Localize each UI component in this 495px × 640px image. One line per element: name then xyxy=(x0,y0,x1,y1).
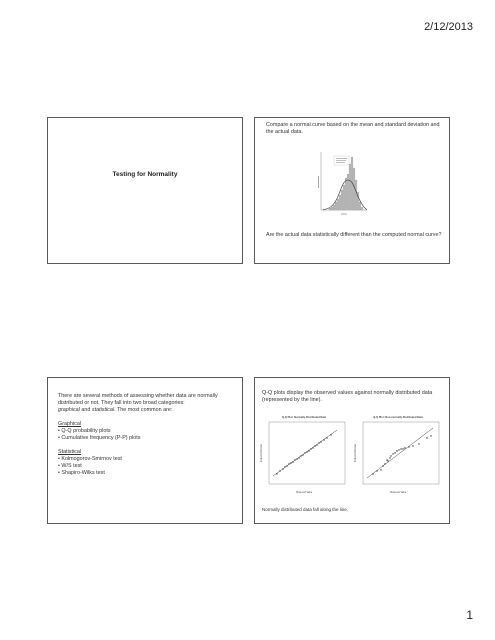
qq-plot-normal-graphic xyxy=(261,416,347,494)
statistical-heading: Statistical xyxy=(58,449,82,455)
page-number: 1 xyxy=(466,608,473,622)
qq-plot-non-normal-xlabel: Observed Value xyxy=(389,492,407,494)
graphical-heading: Graphical xyxy=(58,421,82,427)
slide-3 xyxy=(47,377,243,524)
qq-plot-non-normal-ylabel: Expected Normal xyxy=(355,444,357,462)
histogram-with-normal-curve xyxy=(317,148,369,220)
slide-4 xyxy=(254,377,450,524)
histogram-figure xyxy=(317,148,369,220)
slide-3-categories xyxy=(58,407,238,414)
qq-plot-normal xyxy=(261,416,347,494)
qq-plot-normal-ylabel: Expected Normal xyxy=(261,444,263,462)
slide-2 xyxy=(254,117,450,264)
category-statistical: statistical xyxy=(91,407,115,413)
slide-1-title: Testing for Normality xyxy=(112,171,178,178)
statistical-item: • Kolmogorov-Smirnov test xyxy=(58,456,122,462)
category-graphical: graphical xyxy=(58,407,80,413)
slide-3-body xyxy=(58,393,238,477)
graphical-item: • Cumulative frequency (P-P) plots xyxy=(58,435,141,441)
header-date: 2/12/2013 xyxy=(424,21,473,33)
category-and: and xyxy=(79,407,92,413)
slide-4-note: Normally distributed data fall along the line. xyxy=(262,507,349,512)
statistical-item: • Shapiro-Wilks test xyxy=(58,470,105,476)
qq-plot-non-normal-title: Q-Q Plot: Non-normally Distributed Data xyxy=(373,416,423,419)
qq-plot-normal-title: Q-Q Plot: Normally Distributed Data xyxy=(282,416,326,419)
slide-2-question: Are the actual data statistically different than the computed normal curve? xyxy=(266,232,442,238)
category-end: . The most common are: xyxy=(114,407,173,413)
slide-1 xyxy=(47,117,243,264)
slide-3-intro: There are several methods of assessing whether data are normally distributed or not. They fall into two broad categories: xyxy=(58,393,218,406)
qq-plot-non-normal xyxy=(355,416,441,494)
slide-4-intro: Q-Q plots display the observed values against normally distributed data (represented by the line). xyxy=(262,390,433,403)
slide-2-intro: Compare a normal curve based on the mean and standard deviation and the actual data. xyxy=(266,122,440,135)
qq-plot-normal-xlabel: Observed Value xyxy=(295,492,313,494)
statistical-item: • W/S test xyxy=(58,463,82,469)
qq-plot-non-normal-graphic xyxy=(355,416,441,494)
graphical-item: • Q-Q probability plots xyxy=(58,428,111,434)
